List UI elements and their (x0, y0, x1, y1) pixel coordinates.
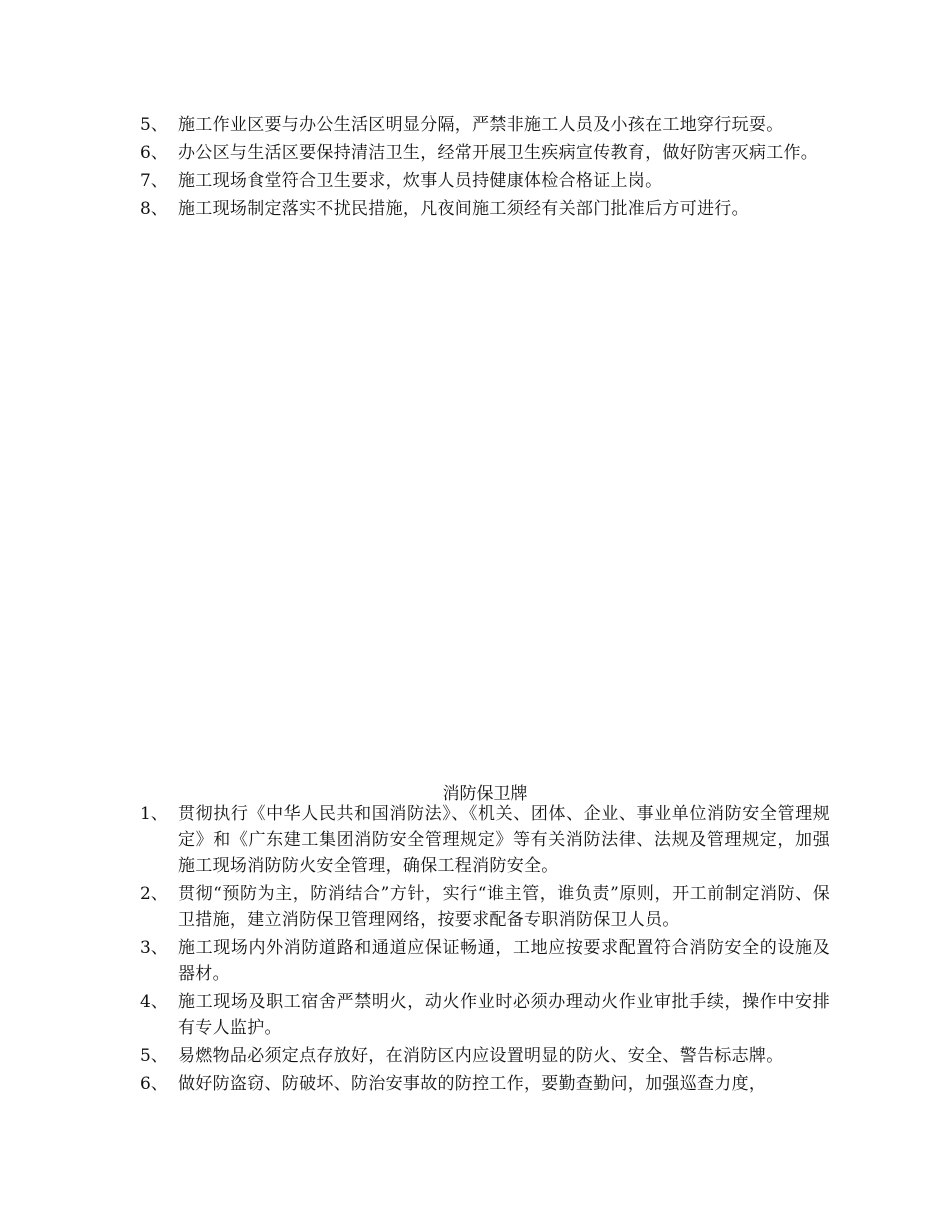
item-text: 施工现场制定落实不扰民措施，凡夜间施工须经有关部门批准后方可进行。 (178, 199, 749, 219)
list-item (140, 935, 830, 987)
item-number: 6、 (140, 1074, 168, 1094)
item-number: 7、 (140, 171, 168, 191)
list-item (140, 168, 830, 194)
list-item (140, 801, 830, 879)
list-item (140, 989, 830, 1041)
item-text: 易燃物品必须定点存放好，在消防区内应设置明显的防火、安全、警告标志牌。 (178, 1046, 784, 1066)
item-text: 施工现场内外消防道路和通道应保证畅通，工地应按要求配置符合消防安全的设施及器材。 (178, 938, 830, 984)
list-item (140, 112, 830, 138)
item-number: 1、 (140, 804, 168, 824)
item-text: 施工现场食堂符合卫生要求，炊事人员持健康体检合格证上岗。 (178, 171, 663, 191)
item-number: 5、 (140, 115, 168, 135)
sanitation-rules-list (140, 112, 830, 224)
item-text: 贯彻执行《中华人民共和国消防法》、《机关、团体、企业、事业单位消防安全管理规定》和《广东建工集团消防安全管理规定》等有关消防法律、法规及管理规定，加强施工现场消防防火安全管理，确保工程消防安全。 (178, 804, 830, 876)
item-number: 5、 (140, 1046, 168, 1066)
list-item (140, 196, 830, 222)
list-item (140, 881, 830, 933)
list-item (140, 1043, 830, 1069)
fire-safety-rules-list (140, 801, 830, 1099)
item-text: 办公区与生活区要保持清洁卫生，经常开展卫生疾病宣传教育，做好防害灭病工作。 (178, 143, 819, 163)
item-text: 做好防盗窃、防破坏、防治安事故的防控工作，要勤查勤问，加强巡查力度， (178, 1074, 767, 1094)
item-text: 贯彻“预防为主，防消结合”方针，实行“谁主管，谁负责”原则，开工前制定消防、保卫措施，建立消防保卫管理网络，按要求配备专职消防保卫人员。 (178, 884, 830, 930)
item-number: 2、 (140, 884, 168, 904)
item-number: 3、 (140, 938, 168, 958)
item-text: 施工现场及职工宿舍严禁明火，动火作业时必须办理动火作业审批手续，操作中安排有专人监护。 (178, 992, 830, 1038)
item-number: 6、 (140, 143, 168, 163)
section-title: 消防保卫牌 (442, 784, 528, 804)
item-text: 施工作业区要与办公生活区明显分隔，严禁非施工人员及小孩在工地穿行玩耍。 (178, 115, 784, 135)
item-number: 8、 (140, 199, 168, 219)
item-number: 4、 (140, 992, 168, 1012)
list-item (140, 1071, 830, 1097)
list-item (140, 140, 830, 166)
